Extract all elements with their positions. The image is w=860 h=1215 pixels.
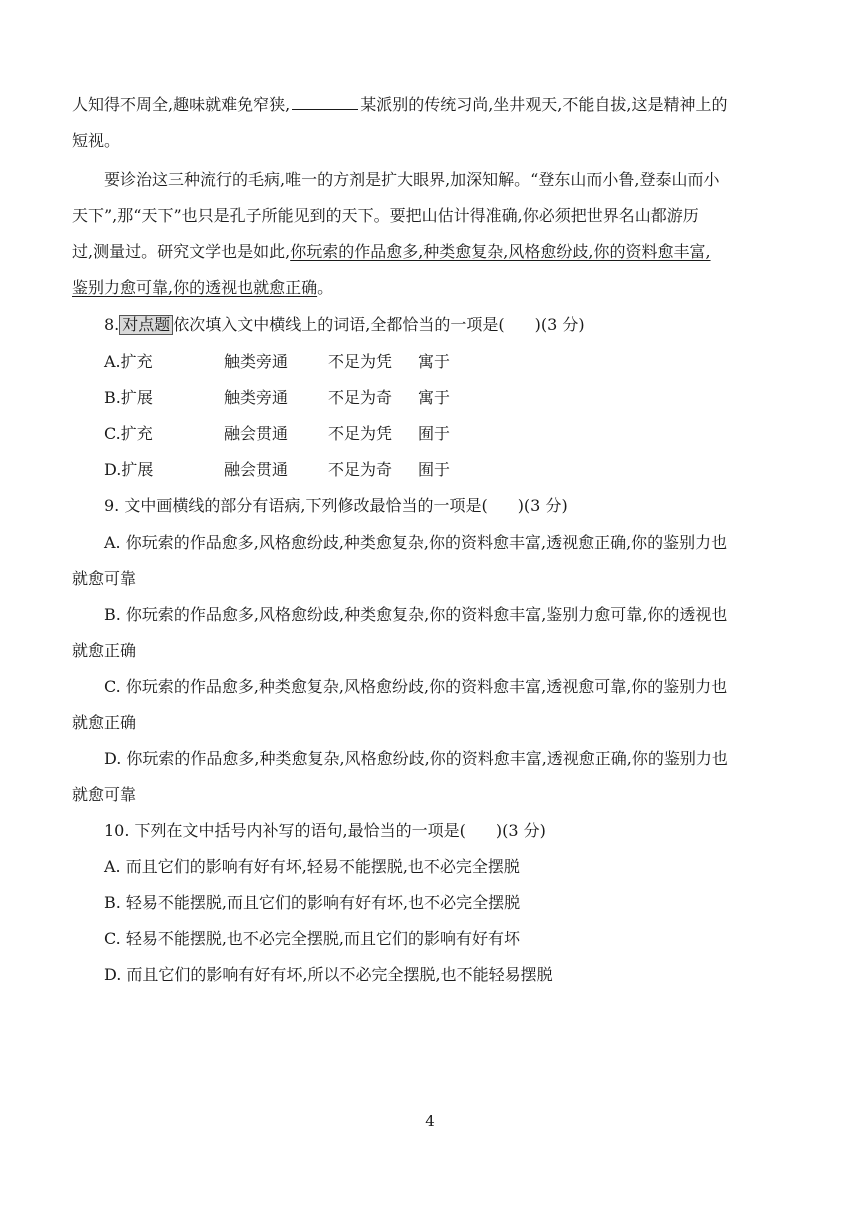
fill-blank [292,95,358,110]
question-10-option-d: D. 而且它们的影响有好有坏,所以不必完全摆脱,也不能轻易摆脱 [104,965,553,984]
question-10-stem: 10. 下列在文中括号内补写的语句,最恰当的一项是( )(3 分) [104,821,546,840]
question-8-option-b: B.扩展 触类旁通 不足为奇 寓于 [104,388,451,407]
passage-line-1: 人知得不周全,趣味就难免窄狭, 某派别的传统习尚,坐井观天,不能自拔,这是精神上的 [72,95,728,114]
question-9-option-b: B. 你玩索的作品愈多,风格愈纷歧,种类愈复杂,你的资料愈丰富,鉴别力愈可靠,你的透视也 [104,605,728,624]
question-8-option-c: C.扩充 融会贯通 不足为凭 囿于 [104,424,451,443]
question-9-option-c: C. 你玩索的作品愈多,种类愈复杂,风格愈纷歧,你的资料愈丰富,透视愈可靠,你的鉴别力也 [104,677,728,696]
underlined-sentence: 你玩索的作品愈多,种类愈复杂,风格愈纷歧,你的资料愈丰富, [290,242,711,261]
question-9-option-d: D. 你玩索的作品愈多,种类愈复杂,风格愈纷歧,你的资料愈丰富,透视愈正确,你的鉴别力也 [104,749,728,768]
question-9-option-d-cont: 就愈可靠 [72,785,137,804]
passage-line-2: 短视。 [72,131,121,150]
question-8-stem: 8. 对点题 依次填入文中横线上的词语,全都恰当的一项是( )(3 分) [104,315,585,334]
question-10-option-a: A. 而且它们的影响有好有坏,轻易不能摆脱,也不必完全摆脱 [104,857,520,876]
page-number: 4 [425,1112,435,1130]
question-9-option-c-cont: 就愈正确 [72,713,137,732]
passage-p2-line-1: 要诊治这三种流行的毛病,唯一的方剂是扩大眼界,加深知解。“登东山而小鲁,登泰山而小 [104,170,720,189]
question-10-option-c: C. 轻易不能摆脱,也不必完全摆脱,而且它们的影响有好有坏 [104,929,521,948]
passage-p2-line-4: 鉴别力愈可靠,你的透视也就愈正确。 [72,278,334,297]
passage-p2-line-3: 过,测量过。研究文学也是如此,你玩索的作品愈多,种类愈复杂,风格愈纷歧,你的资料愈丰富, [72,242,711,261]
question-9-option-a-cont: 就愈可靠 [72,569,137,588]
question-8-option-a: A.扩充 触类旁通 不足为凭 寓于 [104,352,451,371]
question-9-option-a: A. 你玩索的作品愈多,风格愈纷歧,种类愈复杂,你的资料愈丰富,透视愈正确,你的鉴别力也 [104,533,728,552]
question-8-option-d: D.扩展 融会贯通 不足为奇 囿于 [104,460,451,479]
question-tag: 对点题 [119,315,173,335]
passage-p2-line-2: 天下”,那“天下”也只是孔子所能见到的天下。要把山估计得准确,你必须把世界名山都游历 [72,206,699,225]
question-9-stem: 9. 文中画横线的部分有语病,下列修改最恰当的一项是( )(3 分) [104,496,568,515]
question-10-option-b: B. 轻易不能摆脱,而且它们的影响有好有坏,也不必完全摆脱 [104,893,521,912]
question-9-option-b-cont: 就愈正确 [72,641,137,660]
underlined-sentence: 鉴别力愈可靠,你的透视也就愈正确 [72,278,318,297]
